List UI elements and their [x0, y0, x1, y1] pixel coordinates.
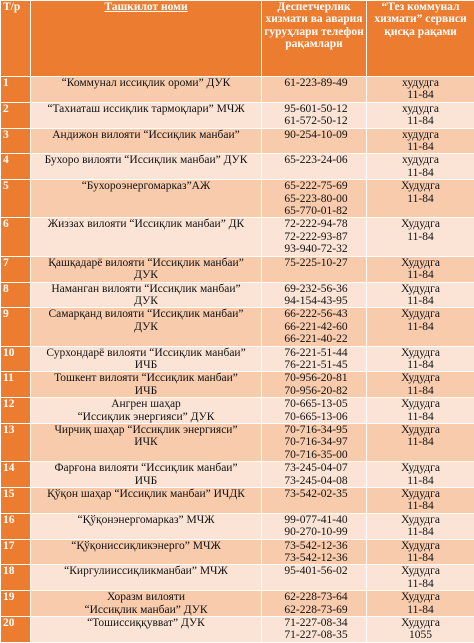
service-line: Худудга: [369, 347, 472, 359]
table-row: [1, 282, 474, 308]
org-name-line: Андижон вилояти “Иссиқлик манбаи”: [33, 129, 259, 141]
service-line: 11-84: [369, 552, 472, 564]
service-short-number: [367, 423, 474, 461]
table-row: [1, 346, 474, 372]
service-line: Худудга: [369, 180, 472, 192]
dispatch-phones: [262, 565, 367, 591]
dispatch-phones: [262, 372, 367, 398]
phone-number: 94-154-43-95: [268, 295, 364, 307]
org-name: [31, 372, 262, 398]
table-row: [1, 513, 474, 539]
table-row: [1, 539, 474, 565]
row-number: 18: [1, 565, 31, 591]
org-name: [31, 282, 262, 308]
phone-number: 70-956-20-82: [268, 385, 364, 397]
table-row: [1, 77, 474, 103]
row-number: 3: [1, 128, 31, 154]
org-name-line: Қўқон шаҳар “Иссиқлик манбаи” ИЧДК: [33, 488, 259, 500]
header-phone: Деспетчерлик хизмати ва авария гуруҳлари телефон рақамлари: [262, 1, 367, 77]
service-short-number: [367, 398, 474, 424]
service-short-number: [367, 591, 474, 617]
dispatch-phones: [262, 539, 367, 565]
phone-number: 71-227-08-34: [268, 617, 364, 629]
dispatch-phones: [262, 180, 367, 218]
service-line: 11-84: [369, 475, 472, 487]
phone-number: 70-716-35-00: [268, 449, 364, 461]
service-line: 1055: [369, 629, 472, 641]
phone-number: 71-227-08-35: [268, 629, 364, 641]
service-line: 11-84: [369, 321, 472, 333]
phone-number: 66-222-56-43: [268, 308, 364, 320]
org-name: [31, 423, 262, 461]
org-name-line: Фарғона вилояти “Иссиқлик манбаи”: [33, 462, 259, 474]
header-service: “Тез коммунал хизмати” сервиси қисқа рақами: [367, 1, 474, 77]
phone-number: 73-245-04-08: [268, 475, 364, 487]
phone-number: 62-228-73-64: [268, 591, 364, 603]
dispatch-phones: [262, 398, 367, 424]
phone-number: 61-572-50-12: [268, 115, 364, 127]
service-line: Худудга: [369, 424, 472, 436]
org-name-line: Жиззах вилояти “Иссиқлик манбаи” ДК: [33, 218, 259, 230]
phone-number: 76-221-51-45: [268, 359, 364, 371]
service-short-number: [367, 128, 474, 154]
org-name-line: “Бухороэнергомарказ”АЖ: [33, 180, 259, 192]
service-line: 11-84: [369, 359, 472, 371]
org-name-line: Сурхондарё вилояти “Иссиқлик манбаи”: [33, 347, 259, 359]
row-number: 15: [1, 488, 31, 514]
org-name-line: Қашқадарё вилояти “Иссиқлик манбаи”: [33, 257, 259, 269]
org-name: [31, 128, 262, 154]
service-short-number: [367, 308, 474, 346]
phone-number: 65-770-01-82: [268, 205, 364, 217]
dispatch-phones: [262, 154, 367, 180]
phone-number: 73-542-12-36: [268, 540, 364, 552]
phone-number: 93-940-72-32: [268, 243, 364, 255]
org-name-line: “Тахиаташ иссиқлик тармоқлари” МЧЖ: [33, 103, 259, 115]
table-body: [1, 77, 474, 643]
row-number: 6: [1, 218, 31, 256]
service-short-number: [367, 488, 474, 514]
service-line: 11-84: [369, 115, 472, 127]
service-line: Худудга: [369, 540, 472, 552]
service-short-number: [367, 218, 474, 256]
row-number: 17: [1, 539, 31, 565]
org-name: [31, 617, 262, 643]
row-number: 14: [1, 462, 31, 488]
row-number: 19: [1, 591, 31, 617]
dispatch-phones: [262, 617, 367, 643]
service-line: 11-84: [369, 604, 472, 616]
phone-number: 73-245-04-07: [268, 462, 364, 474]
phone-number: 66-221-42-60: [268, 321, 364, 333]
table-row: [1, 218, 474, 256]
service-short-number: [367, 154, 474, 180]
org-name: [31, 462, 262, 488]
org-name: [31, 565, 262, 591]
service-line: Худудга: [369, 372, 472, 384]
org-name: [31, 591, 262, 617]
dispatch-phones: [262, 462, 367, 488]
service-short-number: [367, 539, 474, 565]
dispatch-phones: [262, 256, 367, 282]
service-line: 11-84: [369, 411, 472, 423]
service-line: Худудга: [369, 218, 472, 230]
row-number: 12: [1, 398, 31, 424]
table-row: [1, 462, 474, 488]
org-name: [31, 398, 262, 424]
org-name-line: ДУК: [33, 295, 259, 307]
phone-number: 66-221-40-22: [268, 333, 364, 345]
phone-number: 70-716-34-97: [268, 436, 364, 448]
org-name: [31, 218, 262, 256]
org-name: [31, 346, 262, 372]
table-row: [1, 128, 474, 154]
row-number: 7: [1, 256, 31, 282]
table-row: [1, 488, 474, 514]
dispatch-phones: [262, 513, 367, 539]
org-name-line: “Коммунал иссиқлик ороми” ДУК: [33, 77, 259, 89]
header-num: Т/р: [1, 1, 31, 77]
phone-number: 95-401-56-02: [268, 565, 364, 577]
service-line: Худудга: [369, 617, 472, 629]
dispatch-phones: [262, 591, 367, 617]
dispatch-phones: [262, 346, 367, 372]
org-name: [31, 488, 262, 514]
service-short-number: [367, 565, 474, 591]
phone-number: 65-222-75-69: [268, 180, 364, 192]
service-short-number: [367, 77, 474, 103]
row-number: 16: [1, 513, 31, 539]
phone-number: 70-665-13-05: [268, 398, 364, 410]
service-line: 11-84: [369, 167, 472, 179]
service-line: 11-84: [369, 295, 472, 307]
service-line: 11-84: [369, 436, 472, 448]
org-name-line: ИЧК: [33, 436, 259, 448]
service-short-number: [367, 346, 474, 372]
service-short-number: [367, 617, 474, 643]
service-line: Худудга: [369, 462, 472, 474]
org-name-line: “Иссиқлик манбаи” ДУК: [33, 604, 259, 616]
header-row: [1, 1, 474, 77]
table-row: [1, 102, 474, 128]
dispatch-phones: [262, 128, 367, 154]
dispatch-phones: [262, 488, 367, 514]
service-line: 11-84: [369, 578, 472, 590]
service-line: 11-84: [369, 89, 472, 101]
table-row: [1, 180, 474, 218]
service-line: 11-84: [369, 269, 472, 281]
row-number: 2: [1, 102, 31, 128]
service-line: Худудга: [369, 514, 472, 526]
phone-number: 70-716-34-95: [268, 424, 364, 436]
row-number: 10: [1, 346, 31, 372]
service-line: худудга: [369, 77, 472, 89]
phone-number: 65-223-80-00: [268, 193, 364, 205]
service-short-number: [367, 180, 474, 218]
org-name-line: Тошкент вилояти “Иссиқлик манбаи”: [33, 372, 259, 384]
org-name-line: ИЧБ: [33, 475, 259, 487]
table-row: [1, 372, 474, 398]
service-short-number: [367, 513, 474, 539]
dispatch-phones: [262, 423, 367, 461]
phone-number: 73-542-12-36: [268, 552, 364, 564]
row-number: 11: [1, 372, 31, 398]
dispatch-phones: [262, 77, 367, 103]
phone-number: 95-601-50-12: [268, 103, 364, 115]
org-name-line: ИЧБ: [33, 385, 259, 397]
service-short-number: [367, 282, 474, 308]
table-row: [1, 308, 474, 346]
org-name-line: Чирчиқ шаҳар “Иссиқлик энергияси”: [33, 424, 259, 436]
org-name-line: “Иссиқлик энергияси” ДУК: [33, 411, 259, 423]
service-short-number: [367, 256, 474, 282]
org-name-line: Хоразм вилояти: [33, 591, 259, 603]
service-line: Худудга: [369, 308, 472, 320]
table-row: [1, 565, 474, 591]
phone-number: 65-223-24-06: [268, 154, 364, 166]
table-row: [1, 423, 474, 461]
table-row: [1, 617, 474, 643]
service-line: Худудга: [369, 283, 472, 295]
table-row: [1, 398, 474, 424]
service-short-number: [367, 102, 474, 128]
org-name: [31, 102, 262, 128]
phone-number: 70-665-13-06: [268, 411, 364, 423]
table-row: [1, 154, 474, 180]
phone-number: 76-221-51-44: [268, 347, 364, 359]
phone-number: 69-232-56-36: [268, 283, 364, 295]
org-name-line: Наманган вилояти “Иссиқлик манбаи”: [33, 283, 259, 295]
service-line: худудга: [369, 154, 472, 166]
service-line: 11-84: [369, 385, 472, 397]
service-line: 11-84: [369, 141, 472, 153]
org-name: [31, 513, 262, 539]
org-name-line: “Тошиссиққувват” ДУК: [33, 617, 259, 629]
row-number: 9: [1, 308, 31, 346]
phone-number: 62-228-73-69: [268, 604, 364, 616]
row-number: 5: [1, 180, 31, 218]
service-line: Худудга: [369, 257, 472, 269]
phone-number: 61-223-89-49: [268, 77, 364, 89]
row-number: 4: [1, 154, 31, 180]
phone-number: 70-956-20-81: [268, 372, 364, 384]
org-name: [31, 256, 262, 282]
phone-number: 75-225-10-27: [268, 257, 364, 269]
dispatch-phones: [262, 102, 367, 128]
service-short-number: [367, 462, 474, 488]
org-name: [31, 539, 262, 565]
phone-number: 90-270-10-99: [268, 526, 364, 538]
org-name-line: “Қўқониссиқликэнерго” МЧЖ: [33, 540, 259, 552]
org-name: [31, 77, 262, 103]
row-number: 1: [1, 77, 31, 103]
dispatch-phones: [262, 282, 367, 308]
org-name: [31, 180, 262, 218]
phone-number: 73-542-02-35: [268, 488, 364, 500]
row-number: 8: [1, 282, 31, 308]
service-line: 11-84: [369, 193, 472, 205]
service-line: Худудга: [369, 488, 472, 500]
service-line: Худудга: [369, 591, 472, 603]
service-line: худудга: [369, 103, 472, 115]
org-name-line: Бухоро вилояти “Иссиқлик манбаи” ДУК: [33, 154, 259, 166]
phone-number: 72-222-93-87: [268, 231, 364, 243]
service-short-number: [367, 372, 474, 398]
service-line: 11-84: [369, 500, 472, 512]
dispatch-phones: [262, 218, 367, 256]
phone-number: 90-254-10-09: [268, 129, 364, 141]
table-row: [1, 591, 474, 617]
header-org-name: Ташкилот номи: [31, 1, 262, 77]
phone-number: 72-222-94-78: [268, 218, 364, 230]
org-name: [31, 308, 262, 346]
row-number: 13: [1, 423, 31, 461]
org-name-line: ДУК: [33, 269, 259, 281]
service-line: 11-84: [369, 526, 472, 538]
org-name: [31, 154, 262, 180]
org-name-line: ИЧБ: [33, 359, 259, 371]
row-number: 20: [1, 617, 31, 643]
service-line: худудга: [369, 129, 472, 141]
org-name-line: “Қўқонэнергомарказ” МЧЖ: [33, 514, 259, 526]
org-name-line: Самарқанд вилояти “Иссиқлик манбаи”: [33, 308, 259, 320]
dispatch-phones: [262, 308, 367, 346]
table-row: [1, 256, 474, 282]
org-name-line: ДУК: [33, 321, 259, 333]
service-line: 11-84: [369, 231, 472, 243]
org-name-line: “Киргулииссиқликманбаи” МЧЖ: [33, 565, 259, 577]
service-line: Худудга: [369, 565, 472, 577]
phone-number: 99-077-41-40: [268, 514, 364, 526]
org-name-line: Ангрен шаҳар: [33, 398, 259, 410]
service-line: Худудга: [369, 398, 472, 410]
